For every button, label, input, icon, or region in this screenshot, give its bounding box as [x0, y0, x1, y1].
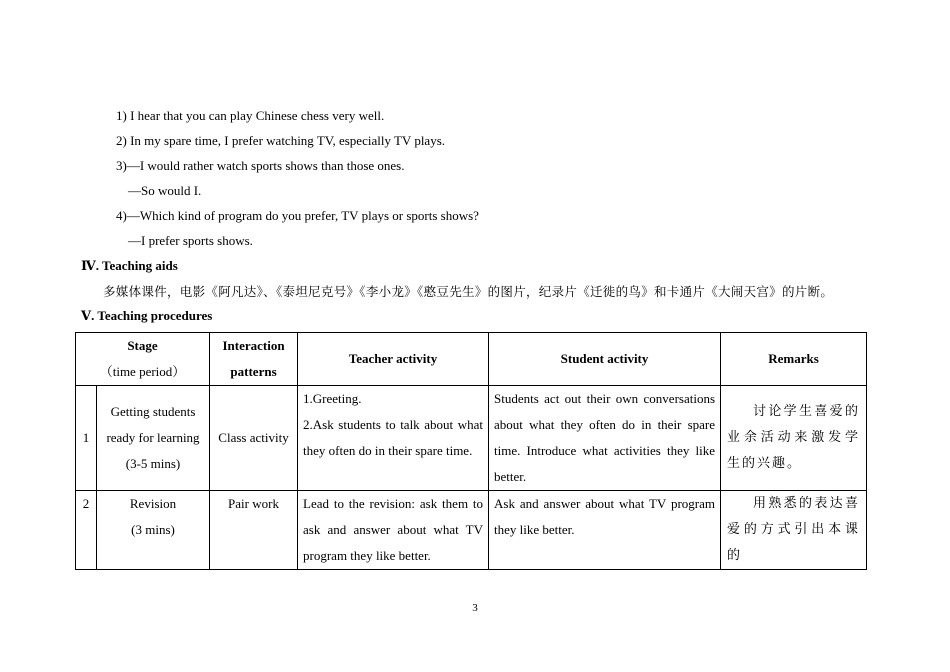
section-teaching-aids-text: 多媒体课件，电影《阿凡达》、《泰坦尼克号》《李小龙》《憨豆先生》的图片，纪录片《迁徙的鸟》和卡通片《大闹天宫》的片断。: [103, 284, 834, 299]
row-stage-line2: ready for learning: [106, 430, 200, 445]
row-remark: 讨论学生喜爱的业余活动来激发学生的兴趣。: [721, 386, 867, 491]
header-student-activity: Student activity: [489, 333, 721, 386]
section-teaching-aids-title: Ⅳ. Teaching aids: [81, 258, 178, 273]
procedures-table: [75, 332, 867, 570]
header-interaction-line1: Interaction: [222, 338, 285, 353]
row-number: 2: [76, 491, 97, 570]
header-stage-label: Stage: [127, 338, 158, 353]
page-number: 3: [472, 602, 478, 614]
objective-3-reply: —So would I.: [128, 183, 202, 198]
row-stage: [97, 386, 210, 491]
header-stage: [76, 333, 210, 386]
header-stage-sub: （time period）: [99, 364, 186, 379]
row-teacher-line2: 2.Ask students to talk about what they often do in their spare time.: [303, 417, 484, 458]
table-header-row: [76, 333, 867, 386]
objective-1: 1) I hear that you can play Chinese chess very well.: [116, 108, 385, 123]
row-pattern: Pair work: [210, 491, 298, 570]
row-stage-line1: Getting students: [110, 404, 196, 419]
objective-2: 2) In my spare time, I prefer watching TV, especially TV plays.: [116, 133, 446, 148]
row-stage-line2: (3 mins): [131, 522, 175, 537]
row-student-activity: Students act out their own conversations about what they often do in their spare time. Introduce what activities they like better.: [489, 386, 721, 491]
row-remark: 用熟悉的表达喜爱的方式引出本课的: [721, 491, 867, 570]
objective-3: 3)—I would rather watch sports shows than those ones.: [116, 158, 405, 173]
row-stage: [97, 491, 210, 570]
row-student-activity: Ask and answer about what TV program they like better.: [489, 491, 721, 570]
objective-4: 4)—Which kind of program do you prefer, TV plays or sports shows?: [116, 208, 479, 223]
row-stage-line3: (3-5 mins): [125, 456, 181, 471]
header-remarks: Remarks: [721, 333, 867, 386]
row-teacher-line1: 1.Greeting.: [303, 391, 362, 406]
table-row: [76, 491, 867, 570]
row-number: 1: [76, 386, 97, 491]
row-stage-line1: Revision: [129, 496, 177, 511]
objective-4-reply: —I prefer sports shows.: [128, 233, 253, 248]
header-teacher-activity: Teacher activity: [298, 333, 489, 386]
row-teacher-activity: [298, 386, 489, 491]
header-interaction: [210, 333, 298, 386]
table-row: [76, 386, 867, 491]
row-pattern: Class activity: [210, 386, 298, 491]
header-interaction-line2: patterns: [230, 364, 277, 379]
row-teacher-activity: Lead to the revision: ask them to ask and answer about what TV program they like better.: [298, 491, 489, 570]
section-teaching-procedures-title: Ⅴ. Teaching procedures: [81, 308, 213, 323]
